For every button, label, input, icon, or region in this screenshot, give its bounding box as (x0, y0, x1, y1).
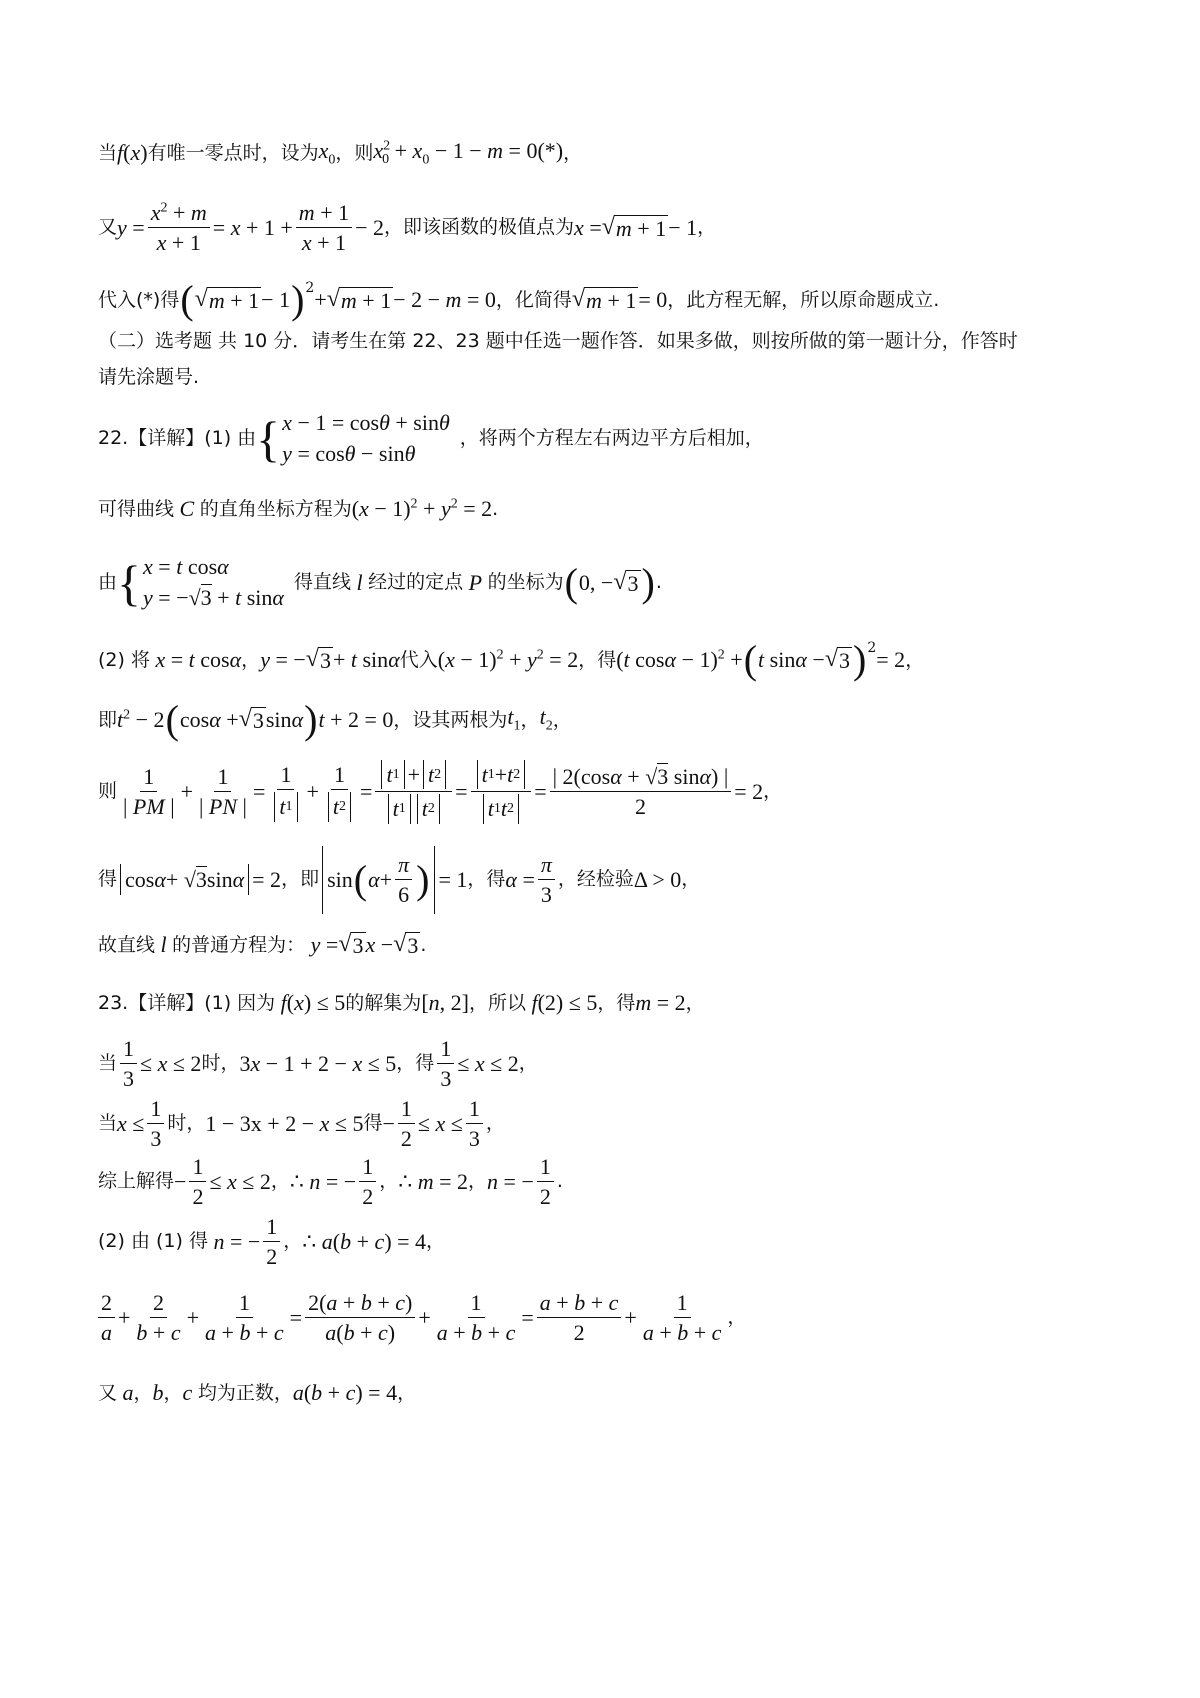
line-16: 当 x ≤ $\frac{1}{3}$ 时， 1 − 3x + 2 − x ≤ 5 得 − $\frac{1}{2}$ ≤ x ≤ $\frac{1}{3}$ ， (98, 1096, 505, 1152)
line-6: 22.【详解】(1) 由 { x − 1 = cosθ + sinθ y = cosθ − sinθ ，将两个方程左右两边平方后相加， (98, 410, 764, 467)
line-15: 当 $\frac{1}{3}$ ≤ x ≤ 2 时， 3x − 1 + 2 − x ≤ 5 ，得 $\frac{1}{3}$ ≤ x ≤ 2 ， (98, 1036, 538, 1092)
line-1: 当 f(x) 有唯一零点时，设为 $x_0$ ，则 $x^2_0 + x_0 - 1 - m = 0(*)$ ， (98, 138, 583, 168)
line-18: (2) 由 (1) 得 n = − $\frac{1}{2}$ ， ∴ a(b + c) = 4 ， (98, 1214, 446, 1270)
line-11: 则 $\frac{1}{| PM |}$ + $\frac{1}{| PN |}$ = 1 t 1 + 1 t 2 = t 1 + t 2 t 1 t 2 = t 1 + t 2 t 1 t 2 = $\frac{| 2(\cos\alpha + √3 \sin\alpha) |}{2}$ = 2 ， (98, 760, 782, 824)
line-5: 请先涂题号. (98, 366, 200, 388)
line-3: 代入(*)得 ( √ m + 1 − 1 ) $^2$ + √ m + 1 − 2 − m = 0 ，化简得 √ m + 1 = 0 ，此方程无解，所以原命题成立. (98, 277, 940, 322)
line-8: 由 { x = t cosα y = −√3 + t sinα 得直线 l 经过的定点 P 的坐标为 ( 0, − √ 3 ) . (98, 554, 662, 611)
line-13: 故直线 l 的普通方程为： y = √ 3 x − √ 3 . (98, 931, 427, 959)
line-4: （二）选考题 共 10 分．请考生在第 22、23 题中任选一题作答．如果多做，则按所做的第一题计分，作答时 (98, 330, 1018, 352)
line-20: 又 a ， b ， c 均为正数， a(b + c) = 4 ， (98, 1380, 417, 1405)
line-17: 综上解得 − $\frac{1}{2}$ ≤ x ≤ 2 ， ∴ n = − $\frac{1}{2}$ ， ∴ m = 2 ， n = − $\frac{1}{2}$ . (98, 1154, 563, 1210)
line-14: 23.【详解】(1) 因为 f(x) ≤ 5 的解集为 [n, 2] ，所以 f(2) ≤ 5 ，得 m = 2 ， (98, 990, 705, 1015)
line-9: (2) 将 x = t cosα ， y = − √ 3 + t sinα 代入 $(x - 1)^2 + y^2 = 2$ ，得 (t cosα − 1)$^2$ + ( t sinα − √ 3 ) $^2$ = 2 ， (98, 637, 925, 682)
line-10: 即 $t^2 - 2$ ( cosα + √ 3 sinα ) t + 2 = 0 ，设其两根为 $t_1$ ， $t_2$ ， (98, 697, 572, 742)
line-19: $\frac{2}{a}$ + $\frac{2}{b + c}$ + $\frac{1}{a + b + c}$ = $\frac{2(a + b + c)}{a(b + c)}$ + $\frac{1}{a + b + c}$ = $\frac{a + b + c}{2}$ + $\frac{1}{a + b + c}$ ， (98, 1290, 746, 1346)
line-12: 得 cos α + √ 3 sin α = 2 ，即 sin ( α + $\frac{\pi}{6}$ ) = 1 ，得 α = $\frac{\pi}{3}$ ，经检验 Δ > 0 ， (98, 846, 700, 914)
line-7: 可得曲线 C 的直角坐标方程为 $(x - 1)^2 + y^2 = 2$ . (98, 496, 499, 521)
line-2: 又 y = $\frac{x^2 + m}{x + 1}$ = x + 1 + $\frac{m + 1}{x + 1}$ − 2 ，即该函数的极值点为 x = √ m + 1 − 1 ， (98, 200, 717, 256)
